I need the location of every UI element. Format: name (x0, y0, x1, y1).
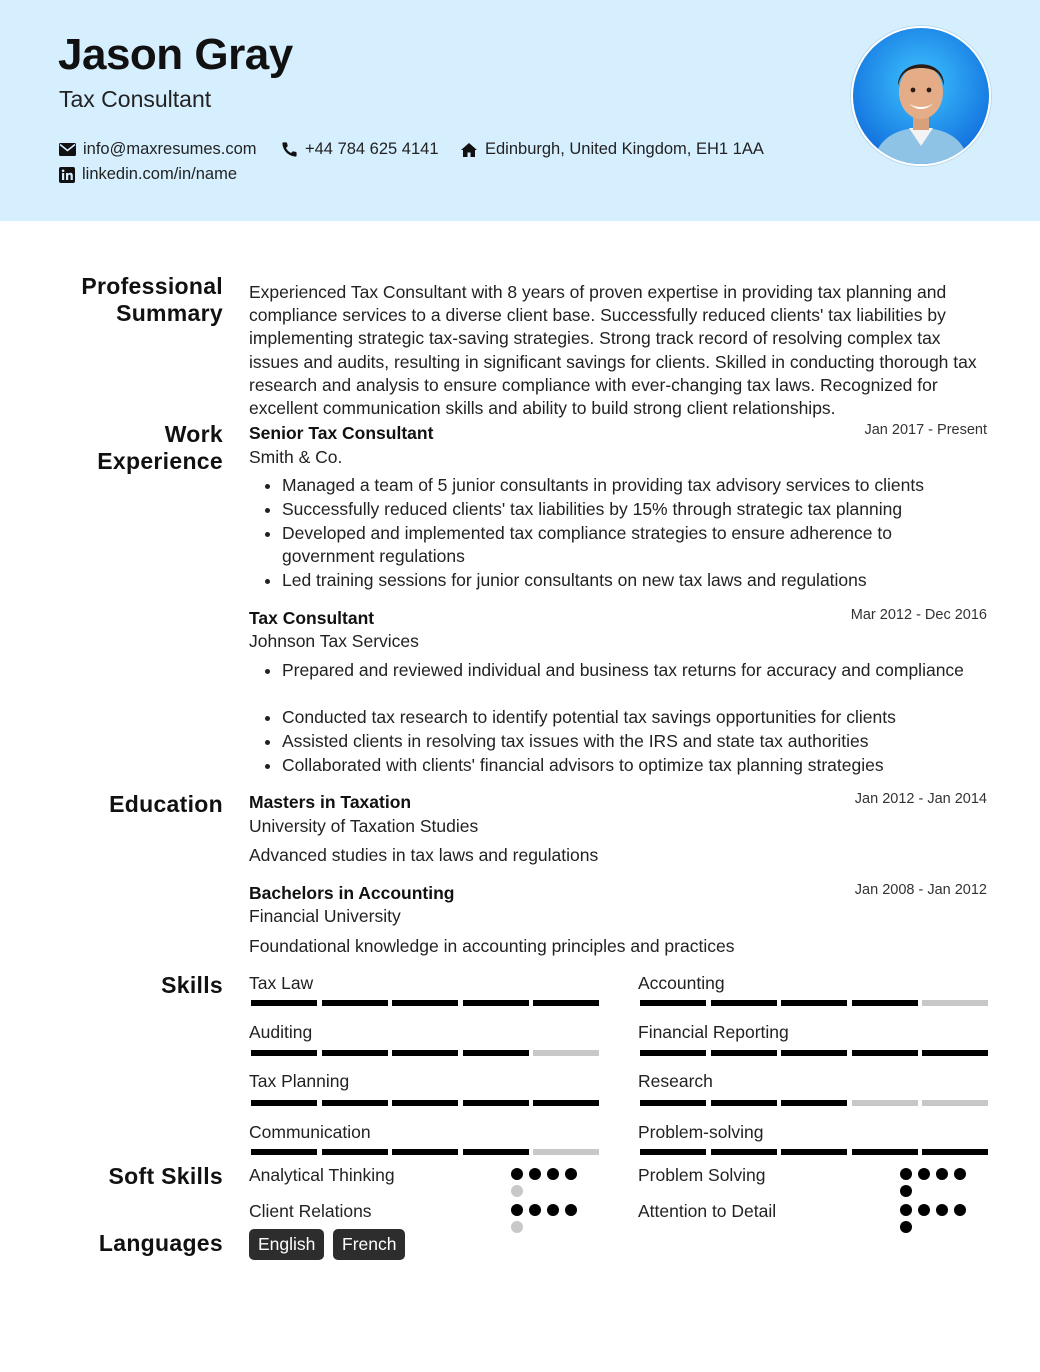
skill-bar-segment (640, 1000, 706, 1006)
list-item: • Successfully reduced clients' tax liabilities by 15% through strategic tax planning (282, 498, 1012, 522)
rating-dot (918, 1168, 930, 1180)
skill-bar-segment (852, 1000, 918, 1006)
job-company: Johnson Tax Services (249, 631, 419, 651)
school-name: Financial University (249, 906, 401, 926)
section-title-languages: Languages (98, 1230, 223, 1256)
skill-bar-segment (781, 1050, 847, 1056)
job-bullets (262, 706, 1012, 777)
soft-skill-label: Analytical Thinking (249, 1165, 395, 1185)
candidate-name: Jason Gray (58, 30, 293, 79)
skill-bar-segment (922, 1050, 988, 1056)
skill-bar-segment (711, 1149, 777, 1155)
job-bullets (262, 659, 1012, 683)
school-name: University of Taxation Studies (249, 816, 479, 836)
skill-bar-segment (322, 1149, 388, 1155)
skill-bar (251, 1100, 599, 1106)
skill-bar (251, 1149, 599, 1155)
skill-bar (640, 1050, 988, 1056)
skill-bar (640, 1100, 988, 1106)
section-title-education: Education (109, 791, 223, 817)
rating-dot (936, 1168, 948, 1180)
degree-dates: Jan 2008 - Jan 2012 (854, 882, 987, 898)
skill-bar-segment (463, 1000, 529, 1006)
rating-dot (529, 1168, 541, 1180)
envelope-icon (59, 143, 76, 156)
skill-bar-segment (711, 1100, 777, 1106)
list-item: • Collaborated with clients' financial advisors to optimize tax planning strategies (282, 754, 1012, 778)
soft-skill-rating (900, 1168, 980, 1197)
summary-text: Experienced Tax Consultant with 8 years of proven expertise in providing tax planning and compliance services to a diverse client base. Successfully reduced clients' tax liabilities by implementing strategic tax-saving strategies. Strong track record of resolving complex tax issues and audits, resulting in significant savings for clients. Skilled in conducting thorough tax research and analysis to ensure compliance with ever-changing tax laws. Recognized for excellent communication skills and ability to build strong client relationships. (249, 282, 977, 419)
skill-label: Tax Law (249, 973, 314, 993)
skill-bar-segment (852, 1050, 918, 1056)
skill-label: Auditing (249, 1022, 313, 1042)
skill-bar-segment (640, 1100, 706, 1106)
job-dates: Mar 2012 - Dec 2016 (850, 607, 987, 623)
skill-bar-segment (251, 1100, 317, 1106)
skill-bar-segment (392, 1050, 458, 1056)
skill-bar-segment (322, 1100, 388, 1106)
rating-dot (954, 1168, 966, 1180)
contact-email[interactable] (59, 140, 257, 159)
rating-dot (565, 1204, 577, 1216)
degree-title: Masters in Taxation (249, 792, 412, 812)
skill-bar-segment (781, 1000, 847, 1006)
skill-bar-segment (711, 1050, 777, 1056)
section-title-soft-skills: Soft Skills (108, 1163, 223, 1189)
skill-bar-segment (781, 1100, 847, 1106)
job-title: Tax Consultant (249, 608, 375, 628)
skill-bar-segment (640, 1149, 706, 1155)
email-text: info@maxresumes.com (83, 140, 257, 158)
rating-dot (936, 1204, 948, 1216)
rating-dot (529, 1204, 541, 1216)
skill-label: Communication (249, 1122, 371, 1142)
skill-label: Accounting (638, 973, 725, 993)
job-company: Smith & Co. (249, 447, 343, 467)
contact-linkedin[interactable] (59, 165, 237, 184)
rating-dot (511, 1221, 523, 1233)
skill-bar (251, 1050, 599, 1056)
soft-skill-label: Problem Solving (638, 1165, 766, 1185)
skill-bar-segment (781, 1149, 847, 1155)
rating-dot (511, 1185, 523, 1197)
rating-dot (511, 1204, 523, 1216)
soft-skill-rating (900, 1204, 980, 1233)
skill-bar-segment (322, 1000, 388, 1006)
skill-bar-segment (463, 1050, 529, 1056)
header-banner (0, 0, 1040, 221)
rating-dot (954, 1204, 966, 1216)
soft-skill-label: Attention to Detail (638, 1201, 777, 1221)
skill-bar-segment (922, 1100, 988, 1106)
phone-icon (281, 141, 298, 158)
contact-phone[interactable] (281, 140, 439, 159)
skill-bar-segment (922, 1000, 988, 1006)
skill-bar-segment (392, 1149, 458, 1155)
skill-label: Financial Reporting (638, 1022, 789, 1042)
soft-skill-label: Client Relations (249, 1201, 372, 1221)
linkedin-text: linkedin.com/in/name (82, 165, 237, 183)
section-title-summary: Professional Summary (81, 273, 223, 326)
soft-skill-rating (511, 1168, 591, 1197)
skill-label: Tax Planning (249, 1071, 350, 1091)
list-item: • Led training sessions for junior consultants on new tax laws and regulations (282, 569, 1012, 593)
skill-label: Research (638, 1071, 713, 1091)
degree-description: Foundational knowledge in accounting principles and practices (249, 936, 735, 956)
degree-description: Advanced studies in tax laws and regulations (249, 845, 599, 865)
rating-dot (900, 1204, 912, 1216)
list-item: • Managed a team of 5 junior consultants in providing tax advisory services to clients (282, 474, 1012, 498)
skill-bar-segment (392, 1100, 458, 1106)
skill-bar-segment (322, 1050, 388, 1056)
list-item: • Assisted clients in resolving tax issues with the IRS and state tax authorities (282, 730, 1012, 754)
candidate-title: Tax Consultant (59, 86, 212, 112)
skill-bar-segment (533, 1050, 599, 1056)
job-bullets (262, 474, 1012, 593)
skill-label: Problem-solving (638, 1122, 764, 1142)
skill-bar-segment (251, 1149, 317, 1155)
address-text: Edinburgh, United Kingdom, EH1 1AA (485, 140, 764, 158)
list-item: • Conducted tax research to identify potential tax savings opportunities for clients (282, 706, 1012, 730)
rating-dot (900, 1168, 912, 1180)
language-tag: French (333, 1229, 405, 1260)
rating-dot (918, 1204, 930, 1216)
skill-bar-segment (533, 1000, 599, 1006)
skill-bar-segment (251, 1050, 317, 1056)
rating-dot (547, 1168, 559, 1180)
section-title-work: Work Experience (97, 421, 223, 474)
skill-bar-segment (640, 1050, 706, 1056)
section-title-skills: Skills (161, 972, 223, 998)
list-item: • Prepared and reviewed individual and business tax returns for accuracy and compliance (282, 659, 1012, 683)
phone-text: +44 784 625 4141 (305, 140, 439, 158)
job-dates: Jan 2017 - Present (864, 422, 987, 438)
skill-bar-segment (852, 1100, 918, 1106)
list-item: • Developed and implemented tax compliance strategies to ensure adherence to government regulations (282, 522, 932, 570)
skill-bar-segment (533, 1100, 599, 1106)
degree-title: Bachelors in Accounting (249, 883, 455, 903)
soft-skill-rating (511, 1204, 591, 1233)
skill-bar-segment (463, 1149, 529, 1155)
rating-dot (547, 1204, 559, 1216)
skill-bar-segment (922, 1149, 988, 1155)
profile-photo (851, 26, 991, 166)
linkedin-icon (59, 167, 75, 183)
rating-dot (511, 1168, 523, 1180)
skill-bar-segment (463, 1100, 529, 1106)
skill-bar (640, 1000, 988, 1006)
skill-bar-segment (392, 1000, 458, 1006)
rating-dot (900, 1221, 912, 1233)
home-icon (460, 142, 478, 158)
skill-bar (251, 1000, 599, 1006)
language-tag: English (249, 1229, 324, 1260)
skill-bar (640, 1149, 988, 1155)
skill-bar-segment (711, 1000, 777, 1006)
rating-dot (565, 1168, 577, 1180)
skill-bar-segment (251, 1000, 317, 1006)
job-title: Senior Tax Consultant (249, 423, 434, 443)
skill-bar-segment (533, 1149, 599, 1155)
degree-dates: Jan 2012 - Jan 2014 (854, 791, 987, 807)
rating-dot (900, 1185, 912, 1197)
contact-address (460, 140, 764, 159)
skill-bar-segment (852, 1149, 918, 1155)
